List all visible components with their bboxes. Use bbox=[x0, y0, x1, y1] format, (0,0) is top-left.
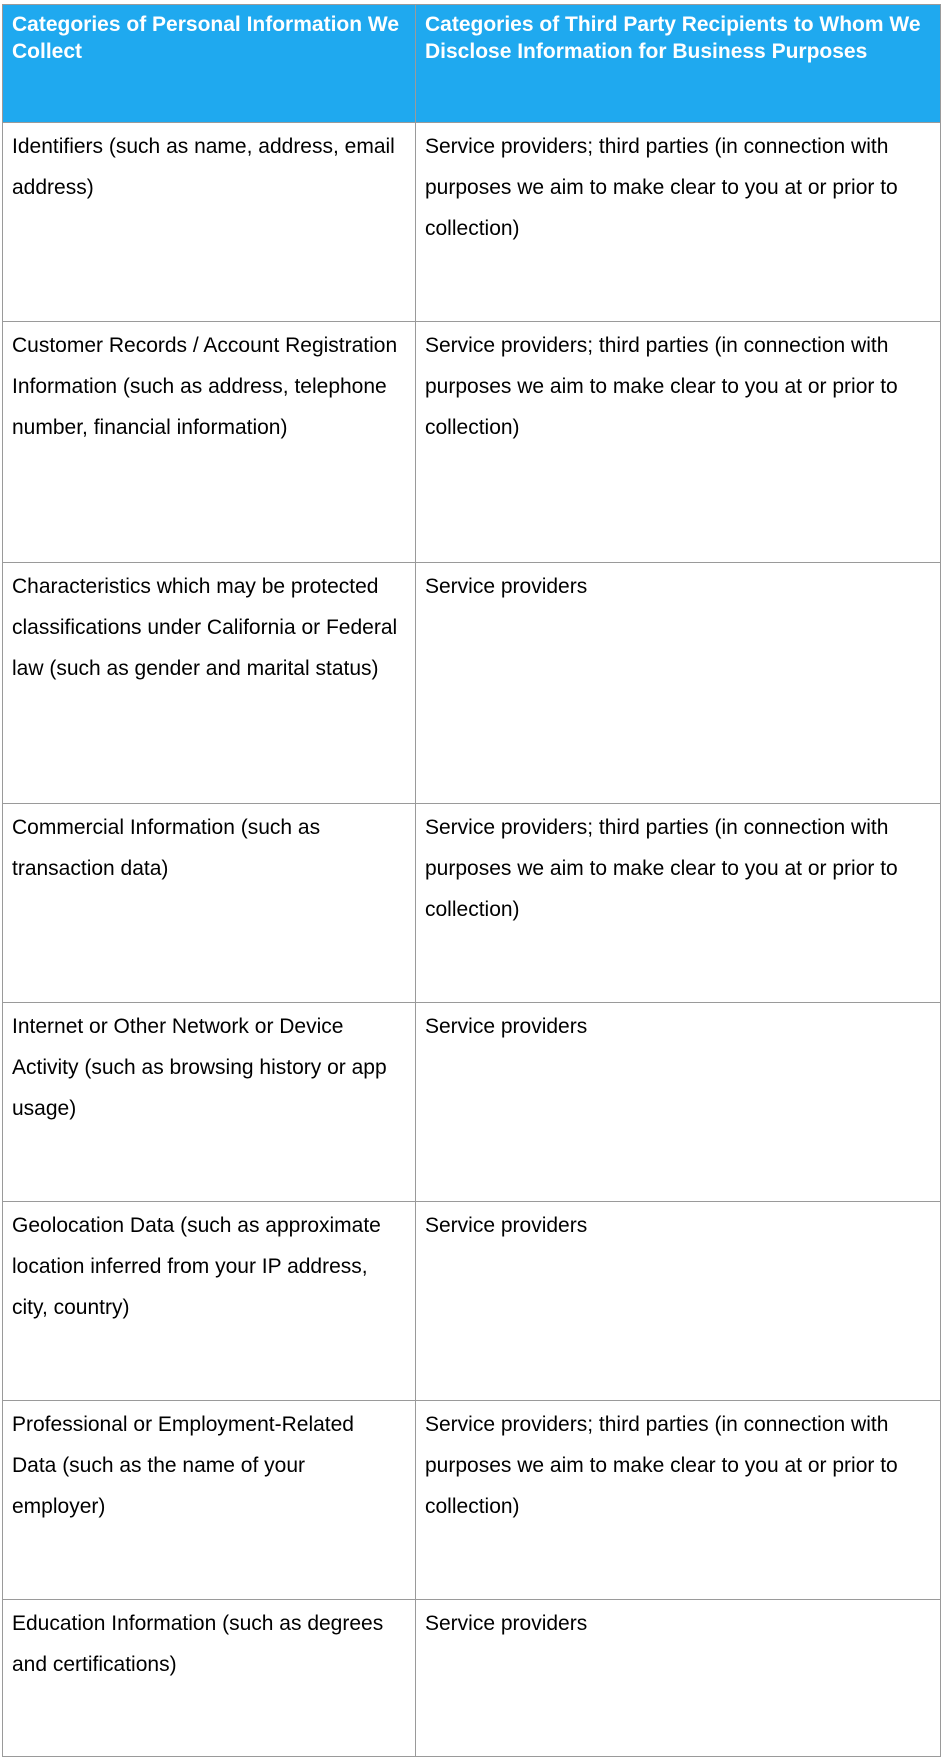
recipients-cell: Service providers; third parties (in connection with purposes we aim to make clear to you at or prior to collection) bbox=[416, 322, 941, 563]
table-row bbox=[3, 804, 941, 1003]
category-cell: Geolocation Data (such as approximate location inferred from your IP address, city, country) bbox=[3, 1202, 416, 1401]
table-header-row bbox=[3, 5, 941, 123]
category-cell: Identifiers (such as name, address, email address) bbox=[3, 123, 416, 322]
recipients-cell: Service providers bbox=[416, 1202, 941, 1401]
recipients-cell: Service providers; third parties (in connection with purposes we aim to make clear to you at or prior to collection) bbox=[416, 1401, 941, 1600]
table-row bbox=[3, 563, 941, 804]
table-row bbox=[3, 322, 941, 563]
recipients-cell: Service providers; third parties (in connection with purposes we aim to make clear to you at or prior to collection) bbox=[416, 804, 941, 1003]
table-row bbox=[3, 1003, 941, 1202]
recipients-cell: Service providers; third parties (in connection with purposes we aim to make clear to you at or prior to collection) bbox=[416, 123, 941, 322]
category-cell: Commercial Information (such as transaction data) bbox=[3, 804, 416, 1003]
recipients-cell: Service providers bbox=[416, 1600, 941, 1757]
category-cell: Education Information (such as degrees and certifications) bbox=[3, 1600, 416, 1757]
category-cell: Characteristics which may be protected classifications under California or Federal law (such as gender and marital status) bbox=[3, 563, 416, 804]
disclosure-table bbox=[2, 4, 941, 1757]
category-cell: Customer Records / Account Registration Information (such as address, telephone number, financial information) bbox=[3, 322, 416, 563]
header-personal-information-categories: Categories of Personal Information We Collect bbox=[3, 5, 416, 123]
header-third-party-recipients: Categories of Third Party Recipients to Whom We Disclose Information for Business Purposes bbox=[416, 5, 941, 123]
table-row bbox=[3, 123, 941, 322]
table-row bbox=[3, 1202, 941, 1401]
recipients-cell: Service providers bbox=[416, 1003, 941, 1202]
category-cell: Professional or Employment-Related Data (such as the name of your employer) bbox=[3, 1401, 416, 1600]
table-row bbox=[3, 1600, 941, 1757]
table-row bbox=[3, 1401, 941, 1600]
recipients-cell: Service providers bbox=[416, 563, 941, 804]
category-cell: Internet or Other Network or Device Activity (such as browsing history or app usage) bbox=[3, 1003, 416, 1202]
